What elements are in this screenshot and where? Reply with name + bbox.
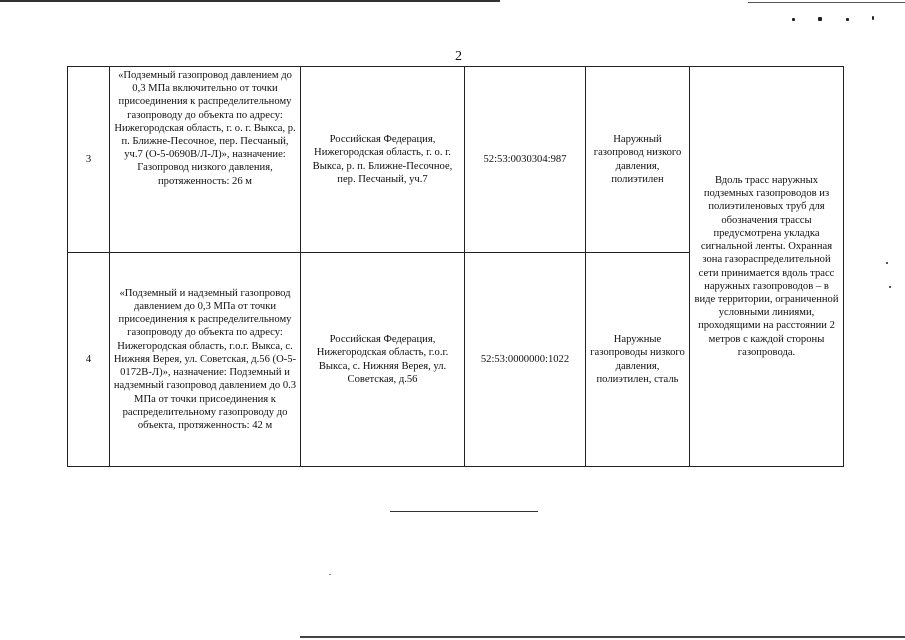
row-number: 4 xyxy=(68,253,110,467)
object-description: «Подземный и надземный газопровод давлением до 0,3 МПа от точки присоединения к распределительному газопроводу до объекта по адресу: Нижегородская область, г.о.г. Выкса, с. Нижняя Верея, ул. Советская, д.56 (О-5-0172В-Л)», назначение: Подземный и надземный газопровод давлением до 0.3 МПа от точки присоединения к распределительному газопроводу до объекта, протяженность: 42 м xyxy=(110,253,301,467)
scan-speck xyxy=(872,16,874,20)
row-number: 3 xyxy=(68,67,110,253)
cadastral-number: 52:53:0030304:987 xyxy=(465,67,586,253)
scan-speck xyxy=(886,262,888,264)
pipeline-type: Наружные газопроводы низкого давления, полиэтилен, сталь xyxy=(586,253,690,467)
object-address: Российская Федерация, Нижегородская область, г. о. г. Выкса, р. п. Ближне-Песочное, пер. Песчаный, уч.7 xyxy=(301,67,465,253)
protection-zone-note: Вдоль трасс наружных подземных газопроводов из полиэтиленовых труб для обозначения трассы предусмотрена укладка сигнальной ленты. Охранная зона газораспределительной сети принимается вдоль трасс наружных газопроводов – в виде территории, ограниченной условными линиями, проходящими на расстоянии 2 метров с каждой стороны газопровода. xyxy=(690,67,844,467)
gas-pipeline-table xyxy=(67,66,844,467)
scan-speck xyxy=(792,18,795,21)
table-row xyxy=(68,67,844,253)
page-number: 2 xyxy=(455,49,462,64)
end-of-document-rule xyxy=(390,511,538,512)
pipeline-type: Наружный газопровод низкого давления, полиэтилен xyxy=(586,67,690,253)
scan-speck xyxy=(846,18,849,21)
scan-edge-bottom-right xyxy=(300,636,905,638)
cadastral-number: 52:53:0000000:1022 xyxy=(465,253,586,467)
scan-edge-top-right xyxy=(748,2,905,3)
scan-edge-top-left xyxy=(0,0,500,2)
object-description: «Подземный газопровод давлением до 0,3 МПа включительно от точки присоединения к распределительному газопроводу до объекта по адресу: Нижегородская область, г. о. г. Выкса, р. п. Ближне-Песочное, пер. Песчаный, уч.7 (О-5-0690В/Л-Л)», назначение: Газопровод низкого давления, протяженность: 26 м xyxy=(110,67,301,253)
scan-speck xyxy=(329,574,331,575)
object-address: Российская Федерация, Нижегородская область, г.о.г. Выкса, с. Нижняя Верея, ул. Советская, д.56 xyxy=(301,253,465,467)
scan-speck xyxy=(818,17,822,21)
scan-speck xyxy=(889,286,891,288)
